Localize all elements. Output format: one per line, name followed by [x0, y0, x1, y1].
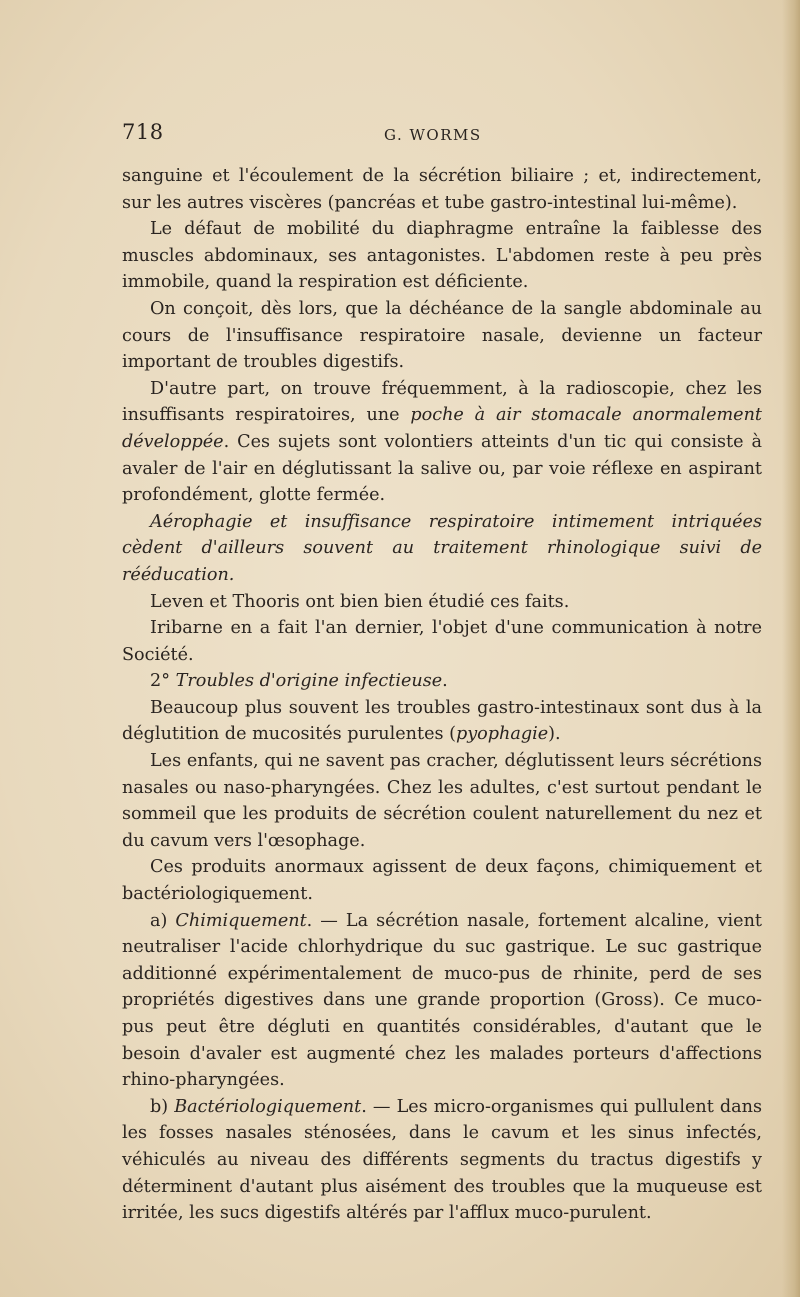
section-heading: 2° Troubles d'origine infectieuse. — [150, 671, 448, 692]
italic-term: pyophagie — [455, 724, 549, 745]
italic-phrase: poche à air stomacale anormalement développée — [122, 405, 762, 452]
paragraph: Leven et Thooris ont bien bien étudié ces faits. — [150, 591, 570, 612]
paragraph-italic: Aérophagie et insuffisance respiratoire intimement intriquées cèdent d'ailleurs souvent au traitement rhinologique suivi de rééducation. — [122, 511, 762, 585]
paragraph: b) Bactériologiquement. — Les micro-organismes qui pullulent dans les fosses nasales sténosées, dans le cavum et les sinus infectés, véhiculés au niveau des différents segments du tractus digestifs y déterminent d'autant plus aisément des troubles que la muqueuse est irritée, les sucs digestifs altérés par l'afflux muco-purulent. — [122, 1096, 762, 1224]
page-edge-shadow — [782, 0, 800, 1297]
paragraph: Iribarne en a fait l'an dernier, l'objet d'une communication à notre Société. — [122, 618, 762, 665]
paragraph: Ces produits anormaux agissent de deux façons, chimiquement et bactériologiquement. — [122, 857, 762, 905]
paragraph: a) Chimiquement. — La sécrétion nasale, fortement alcaline, vient neutraliser l'acide chlorhydrique du suc gastrique. Le suc gastrique additionné expérimentalement de muco-pus de rhinite, perd de ses propriétés digestives dans une grande proportion (Gross). Ce muco-pus peut être dégluti en quantités considérables, d'autant que le besoin d'avaler est augmenté chez les malades porteurs d'affections rhino-pharyngées. — [122, 910, 762, 1091]
paragraph: sanguine et l'écoulement de la sécrétion biliaire ; et, indirectement, sur les autres viscères (pancréas et tube gastro-intestinal lui-même). — [122, 166, 762, 213]
paragraph: Les enfants, qui ne savent pas cracher, déglutissent leurs sécrétions nasales ou naso-pharyngées. Chez les adultes, c'est surtout pendant le sommeil que les produits de sécrétion coulent naturellement du nez et du cavum vers l'œsophage. — [122, 751, 762, 851]
paragraph: Le défaut de mobilité du diaphragme entraîne la faiblesse des muscles abdominaux, ses antagonistes. L'abdomen reste à peu près immobile, quand la respiration est déficiente. — [122, 219, 762, 293]
page-number: 718 — [122, 120, 164, 144]
paragraph: D'autre part, on trouve fréquemment, à la radioscopie, chez les insuffisants respiratoires, une poche à air stomacale anormalement développée. Ces sujets sont volontiers atteints d'un tic qui consiste à avaler de l'air en déglutissant la salive ou, par voie réflexe en aspirant profondément, glotte fermée. — [122, 378, 762, 506]
paragraph: Beaucoup plus souvent les troubles gastro-intestinaux sont dus à la déglutition de mucosités purulentes (pyophagie). — [122, 697, 762, 745]
running-head: G. WORMS — [384, 126, 482, 144]
body-text — [122, 163, 762, 1227]
paragraph: On conçoit, dès lors, que la déchéance de la sangle abdominale au cours de l'insuffisance respiratoire nasale, devienne un facteur important de troubles digestifs. — [122, 298, 762, 373]
page-header — [122, 120, 762, 150]
